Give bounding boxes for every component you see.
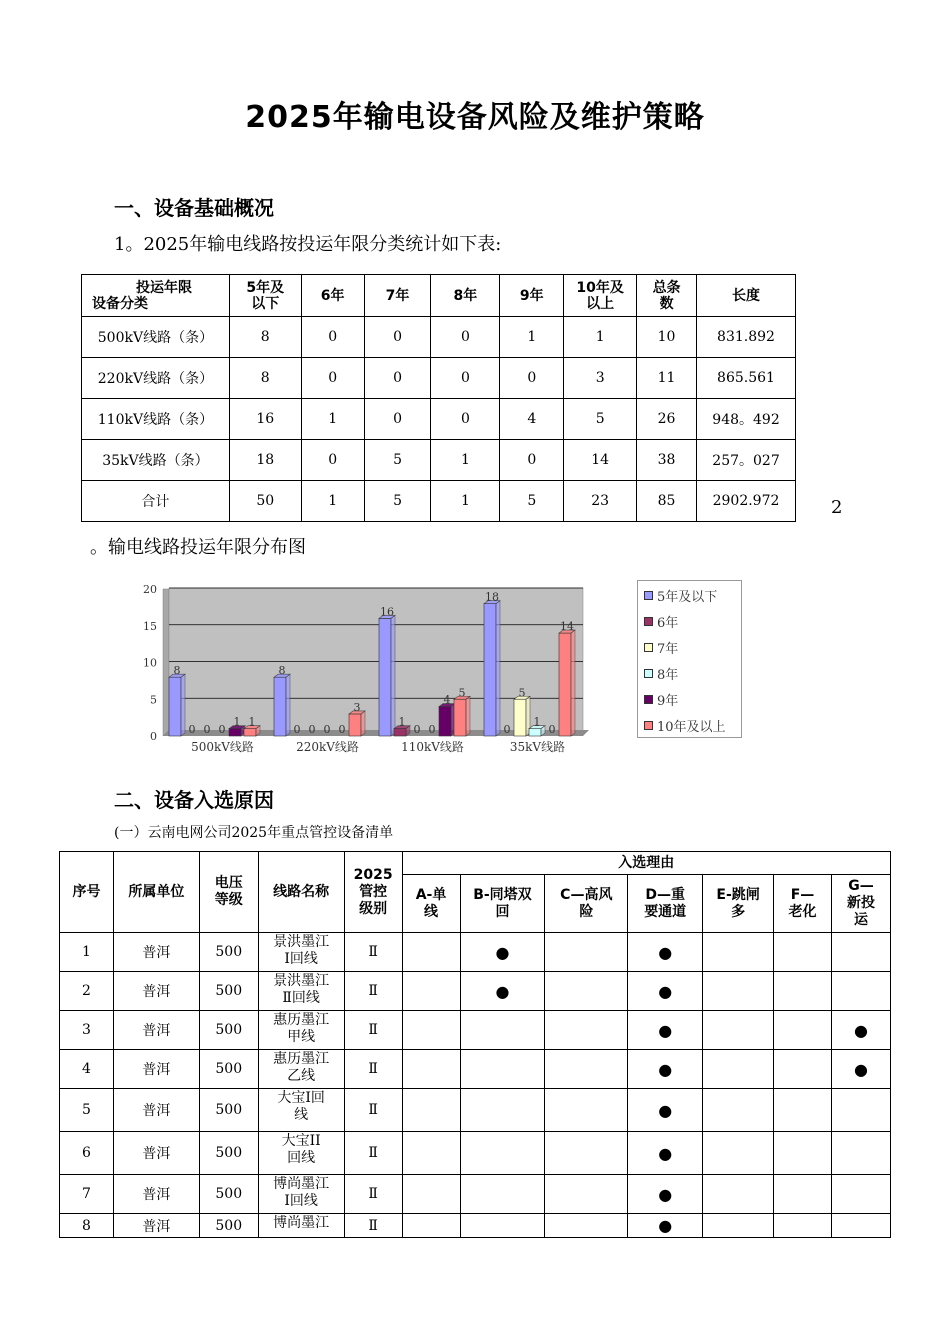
bar-side [361, 711, 365, 736]
mark-dot-icon: ● [658, 1100, 673, 1120]
table-cell: 26 [637, 399, 697, 440]
col-header: 10年及 以上 [564, 275, 637, 317]
unit-cell: 普洱 [113, 972, 199, 1011]
reason-cell [703, 933, 774, 972]
x-category-label: 500kV线路 [191, 740, 254, 754]
table-cell: 38 [637, 440, 697, 481]
reason-cell [774, 1214, 832, 1238]
bar-value-label: 3 [353, 700, 361, 714]
table-cell: 4 [500, 399, 564, 440]
y-tick-label: 15 [143, 619, 157, 633]
table-cell: 0 [301, 358, 364, 399]
reason-cell [460, 972, 545, 1011]
reason-cell [460, 1050, 545, 1089]
voltage-cell: 500 [199, 1089, 258, 1132]
legend-swatch [644, 669, 653, 678]
y-tick-label: 0 [150, 730, 157, 743]
col-header: 总条 数 [637, 275, 697, 317]
bar-value-label: 8 [173, 664, 181, 678]
reason-cell [628, 933, 703, 972]
x-category-label: 220kV线路 [296, 740, 359, 754]
bar-face [169, 677, 181, 736]
reason-cell [402, 1175, 460, 1214]
table-cell: 865.561 [697, 358, 796, 399]
legend-label: 10年及以上 [657, 719, 726, 735]
level-cell: Ⅱ [344, 1011, 402, 1050]
bar-side [286, 674, 290, 736]
bar-value-label: 5 [458, 686, 466, 700]
bar-face [484, 604, 496, 736]
header-reason-f: F— 老化 [774, 875, 832, 933]
bar-value-label: 0 [503, 723, 511, 736]
section1-intro: 1。2025年输电线路按投运年限分类统计如下表: [114, 234, 502, 255]
col-header: 6年 [301, 275, 364, 317]
line-name-cell: 惠历墨江 甲线 [258, 1011, 344, 1050]
reason-cell [545, 933, 628, 972]
table-cell: 16 [229, 399, 301, 440]
unit-cell: 普洱 [113, 1050, 199, 1089]
header-reason-g: G— 新投 运 [831, 875, 890, 933]
mark-dot-icon: ● [658, 1143, 673, 1163]
bar-value-label: 1 [398, 715, 406, 729]
mark-dot-icon: ● [658, 1216, 673, 1235]
line-name-cell: 博尚墨江 [258, 1214, 344, 1238]
line-name-cell: 景洪墨江 Ⅰ回线 [258, 933, 344, 972]
reason-cell [703, 972, 774, 1011]
level-cell: Ⅱ [344, 1050, 402, 1089]
chart-bar [324, 723, 331, 736]
level-cell: Ⅱ [344, 1214, 402, 1238]
table-cell: 1 [564, 317, 637, 358]
reason-cell [545, 1011, 628, 1050]
table-cell: 0 [364, 399, 431, 440]
reason-cell [831, 1011, 890, 1050]
header-reason-d: D—重 要通道 [628, 875, 703, 933]
chart-bar [379, 605, 395, 736]
voltage-cell: 500 [199, 933, 258, 972]
chart-bar [484, 591, 500, 736]
reason-cell [545, 1089, 628, 1132]
table-cell: 831.892 [697, 317, 796, 358]
table-row [82, 481, 796, 522]
reason-cell [774, 933, 832, 972]
row-label: 110kV线路（条） [82, 399, 230, 440]
reason-cell [774, 1132, 832, 1175]
reason-cell [402, 1089, 460, 1132]
reason-cell [628, 1214, 703, 1238]
bar-side [181, 674, 185, 736]
mark-dot-icon: ● [658, 1059, 673, 1079]
reason-cell [402, 1011, 460, 1050]
section1-heading: 一、设备基础概况 [114, 196, 274, 220]
reason-cell [460, 1011, 545, 1050]
table-row [82, 317, 796, 358]
reason-cell [774, 1089, 832, 1132]
seq-cell: 3 [60, 1011, 114, 1050]
x-category-label: 110kV线路 [401, 740, 464, 754]
reason-cell [628, 1089, 703, 1132]
row-label: 合计 [82, 481, 230, 522]
header-voltage: 电压 等级 [199, 852, 258, 933]
table-row [60, 1214, 891, 1238]
reason-cell [402, 1132, 460, 1175]
chart-bar [504, 723, 511, 736]
reason-cell [628, 1132, 703, 1175]
legend-swatch [644, 591, 653, 600]
seq-cell: 2 [60, 972, 114, 1011]
section2-heading: 二、设备入选原因 [114, 788, 274, 812]
seq-cell: 5 [60, 1089, 114, 1132]
legend-label: 6年 [657, 615, 679, 631]
bar-face [529, 729, 541, 736]
bar-value-label: 14 [560, 620, 574, 634]
bar-value-label: 0 [338, 723, 346, 736]
voltage-cell: 500 [199, 1050, 258, 1089]
plot-side-wall [163, 589, 169, 736]
page-title: 2025年输电设备风险及维护策略 [245, 100, 705, 135]
bar-side [571, 630, 575, 736]
seq-cell: 7 [60, 1175, 114, 1214]
bar-face [229, 729, 241, 736]
reason-cell [460, 1214, 545, 1238]
bar-face [244, 729, 256, 736]
reason-cell [460, 1132, 545, 1175]
table-cell: 1 [431, 440, 500, 481]
bar-value-label: 0 [428, 723, 436, 736]
reason-cell [703, 1050, 774, 1089]
bar-value-label: 0 [188, 723, 196, 736]
bar-face [349, 714, 361, 736]
voltage-cell: 500 [199, 1214, 258, 1238]
table-cell: 2902.972 [697, 481, 796, 522]
reason-cell [831, 1050, 890, 1089]
bar-value-label: 0 [218, 723, 226, 736]
reason-cell [460, 1089, 545, 1132]
bar-value-label: 8 [278, 664, 286, 678]
unit-cell: 普洱 [113, 1011, 199, 1050]
legend-swatch [644, 721, 653, 730]
header-seq: 序号 [60, 852, 114, 933]
reason-cell [628, 1050, 703, 1089]
table-cell: 1 [301, 399, 364, 440]
table-cell: 1 [431, 481, 500, 522]
col-header: 长度 [697, 275, 796, 317]
reason-cell [774, 1011, 832, 1050]
legend-label: 9年 [657, 693, 679, 709]
header-level: 2025 管控 级别 [344, 852, 402, 933]
bar-face [394, 729, 406, 736]
legend-item [644, 611, 678, 631]
reason-cell [831, 1132, 890, 1175]
mark-dot-icon: ● [495, 942, 510, 962]
voltage-cell: 500 [199, 1011, 258, 1050]
header-reason-a: A-单 线 [402, 875, 460, 933]
table-cell: 8 [229, 317, 301, 358]
bar-value-label: 0 [203, 723, 211, 736]
legend-label: 8年 [657, 667, 679, 683]
table-row [60, 972, 891, 1011]
bar-face [454, 699, 466, 736]
table-cell: 0 [500, 440, 564, 481]
bar-face [514, 699, 526, 736]
voltage-cell: 500 [199, 1132, 258, 1175]
line-name-cell: 大宝Ⅰ回 线 [258, 1089, 344, 1132]
legend-item [644, 585, 717, 605]
x-category-label: 35kV线路 [509, 740, 566, 754]
level-cell: Ⅱ [344, 1132, 402, 1175]
table-cell: 0 [301, 317, 364, 358]
reason-cell [703, 1175, 774, 1214]
table-row [60, 1175, 891, 1214]
bar-side [391, 615, 395, 736]
header-reason-e: E-跳闸 多 [703, 875, 774, 933]
mark-dot-icon: ● [658, 942, 673, 962]
table-cell: 948。492 [697, 399, 796, 440]
age-chart [130, 576, 600, 758]
mark-dot-icon: ● [658, 1020, 673, 1040]
bar-value-label: 0 [308, 723, 316, 736]
bar-value-label: 1 [233, 715, 241, 729]
reason-cell [460, 1175, 545, 1214]
bar-value-label: 0 [293, 723, 301, 736]
table-row [60, 1132, 891, 1175]
bar-value-label: 0 [413, 723, 421, 736]
seq-cell: 6 [60, 1132, 114, 1175]
table-cell: 0 [431, 317, 500, 358]
reason-cell [831, 972, 890, 1011]
table-cell: 11 [637, 358, 697, 399]
table-row [60, 1050, 891, 1089]
bar-value-label: 0 [548, 723, 556, 736]
caption-number: 2 [831, 497, 843, 518]
table-cell: 257。027 [697, 440, 796, 481]
line-name-cell: 惠历墨江 乙线 [258, 1050, 344, 1089]
corner-bottom: 设备分类 [92, 295, 148, 312]
mark-dot-icon: ● [854, 1059, 868, 1079]
table-cell: 1 [301, 481, 364, 522]
chart-bar [414, 723, 421, 736]
line-name-cell: 大宝II 回线 [258, 1132, 344, 1175]
corner-top: 投运年限 [136, 279, 192, 296]
table-cell: 5 [364, 440, 431, 481]
mark-dot-icon: ● [854, 1020, 868, 1040]
reason-cell [628, 972, 703, 1011]
table-cell: 0 [301, 440, 364, 481]
mark-dot-icon: ● [495, 981, 510, 1001]
table-cell: 5 [500, 481, 564, 522]
seq-cell: 4 [60, 1050, 114, 1089]
table-row [60, 1089, 891, 1132]
table-row [82, 399, 796, 440]
table-cell: 23 [564, 481, 637, 522]
reason-cell [628, 1175, 703, 1214]
chart-caption: 。输电线路投运年限分布图 [90, 537, 306, 558]
legend-item [644, 663, 678, 683]
line-name-cell: 景洪墨江 Ⅱ回线 [258, 972, 344, 1011]
chart-bar [339, 723, 346, 736]
reason-cell [402, 1050, 460, 1089]
table-cell: 10 [637, 317, 697, 358]
table-cell: 0 [500, 358, 564, 399]
bar-side [466, 696, 470, 736]
chart-bar [309, 723, 316, 736]
table-row [60, 933, 891, 972]
unit-cell: 普洱 [113, 1132, 199, 1175]
header-line: 线路名称 [258, 852, 344, 933]
reason-cell [831, 1214, 890, 1238]
level-cell: Ⅱ [344, 933, 402, 972]
legend-item [644, 637, 678, 657]
unit-cell: 普洱 [113, 1089, 199, 1132]
legend-label: 7年 [657, 641, 679, 657]
level-cell: Ⅱ [344, 1089, 402, 1132]
table-cell: 1 [500, 317, 564, 358]
reason-cell [703, 1214, 774, 1238]
bar-value-label: 18 [485, 590, 499, 604]
bar-value-label: 0 [323, 723, 331, 736]
chart-bar [429, 723, 436, 736]
header-reason-b: B-同塔双 回 [460, 875, 545, 933]
header-unit: 所属单位 [113, 852, 199, 933]
age-table [81, 274, 796, 522]
col-header: 8年 [431, 275, 500, 317]
control-table [59, 851, 891, 1238]
unit-cell: 普洱 [113, 933, 199, 972]
legend-swatch [644, 617, 653, 626]
table-cell: 18 [229, 440, 301, 481]
header-reason-c: C—高风 险 [545, 875, 628, 933]
reason-cell [545, 1050, 628, 1089]
bar-value-label: 4 [443, 693, 451, 707]
reason-cell [831, 1175, 890, 1214]
legend-label: 5年及以下 [657, 589, 718, 605]
y-tick-label: 5 [150, 693, 157, 707]
table-cell: 8 [229, 358, 301, 399]
col-header: 9年 [500, 275, 564, 317]
legend-swatch [644, 695, 653, 704]
table-cell: 0 [364, 317, 431, 358]
table-cell: 3 [564, 358, 637, 399]
bar-value-label: 5 [518, 686, 526, 700]
reason-cell [545, 1132, 628, 1175]
voltage-cell: 500 [199, 972, 258, 1011]
bar-face [559, 633, 571, 736]
table-row [82, 358, 796, 399]
reason-cell [703, 1011, 774, 1050]
table-row [82, 440, 796, 481]
y-tick-label: 10 [143, 656, 157, 670]
reason-cell [545, 1175, 628, 1214]
table-cell: 5 [364, 481, 431, 522]
line-name-cell: 博尚墨江 Ⅰ回线 [258, 1175, 344, 1214]
bar-value-label: 16 [380, 605, 394, 619]
unit-cell: 普洱 [113, 1175, 199, 1214]
table-cell: 14 [564, 440, 637, 481]
bar-face [379, 618, 391, 736]
header-reasons: 入选理由 [402, 852, 890, 875]
table-cell: 0 [431, 399, 500, 440]
reason-cell [774, 1050, 832, 1089]
level-cell: Ⅱ [344, 1175, 402, 1214]
reason-cell [703, 1089, 774, 1132]
reason-cell [703, 1132, 774, 1175]
voltage-cell: 500 [199, 1175, 258, 1214]
reason-cell [460, 933, 545, 972]
table-cell: 0 [431, 358, 500, 399]
chart-bar [204, 723, 211, 736]
row-label: 35kV线路（条） [82, 440, 230, 481]
table-row [60, 1011, 891, 1050]
col-header: 5年及 以下 [229, 275, 301, 317]
table-cell: 5 [564, 399, 637, 440]
y-tick-label: 20 [143, 583, 157, 596]
chart-bar [219, 723, 226, 736]
table-cell: 50 [229, 481, 301, 522]
bar-side [496, 601, 500, 736]
level-cell: Ⅱ [344, 972, 402, 1011]
legend-item [644, 689, 678, 709]
unit-cell: 普洱 [113, 1214, 199, 1238]
corner-header [82, 275, 230, 317]
col-header: 7年 [364, 275, 431, 317]
bar-value-label: 1 [533, 715, 541, 729]
section2-subheading: (一）云南电网公司2025年重点管控设备清单 [114, 825, 394, 841]
bar-face [274, 677, 286, 736]
table-cell: 85 [637, 481, 697, 522]
chart-bar [294, 723, 301, 736]
reason-cell [402, 933, 460, 972]
seq-cell: 1 [60, 933, 114, 972]
reason-cell [545, 972, 628, 1011]
row-label: 220kV线路（条） [82, 358, 230, 399]
age-table-header [82, 275, 796, 317]
reason-cell [831, 1089, 890, 1132]
seq-cell: 8 [60, 1214, 114, 1238]
row-label: 500kV线路（条） [82, 317, 230, 358]
chart-bar [559, 620, 575, 736]
reason-cell [402, 1214, 460, 1238]
chart-legend [637, 580, 742, 738]
bar-face [439, 707, 451, 736]
legend-item [644, 715, 726, 735]
reason-cell [545, 1214, 628, 1238]
mark-dot-icon: ● [658, 1184, 673, 1204]
reason-cell [628, 1011, 703, 1050]
legend-swatch [644, 643, 653, 652]
reason-cell [831, 933, 890, 972]
reason-cell [774, 972, 832, 1011]
reason-cell [774, 1175, 832, 1214]
table-cell: 0 [364, 358, 431, 399]
chart-bar [549, 723, 556, 736]
chart-bar [189, 723, 196, 736]
reason-cell [402, 972, 460, 1011]
mark-dot-icon: ● [658, 981, 673, 1001]
bar-value-label: 1 [248, 715, 256, 729]
